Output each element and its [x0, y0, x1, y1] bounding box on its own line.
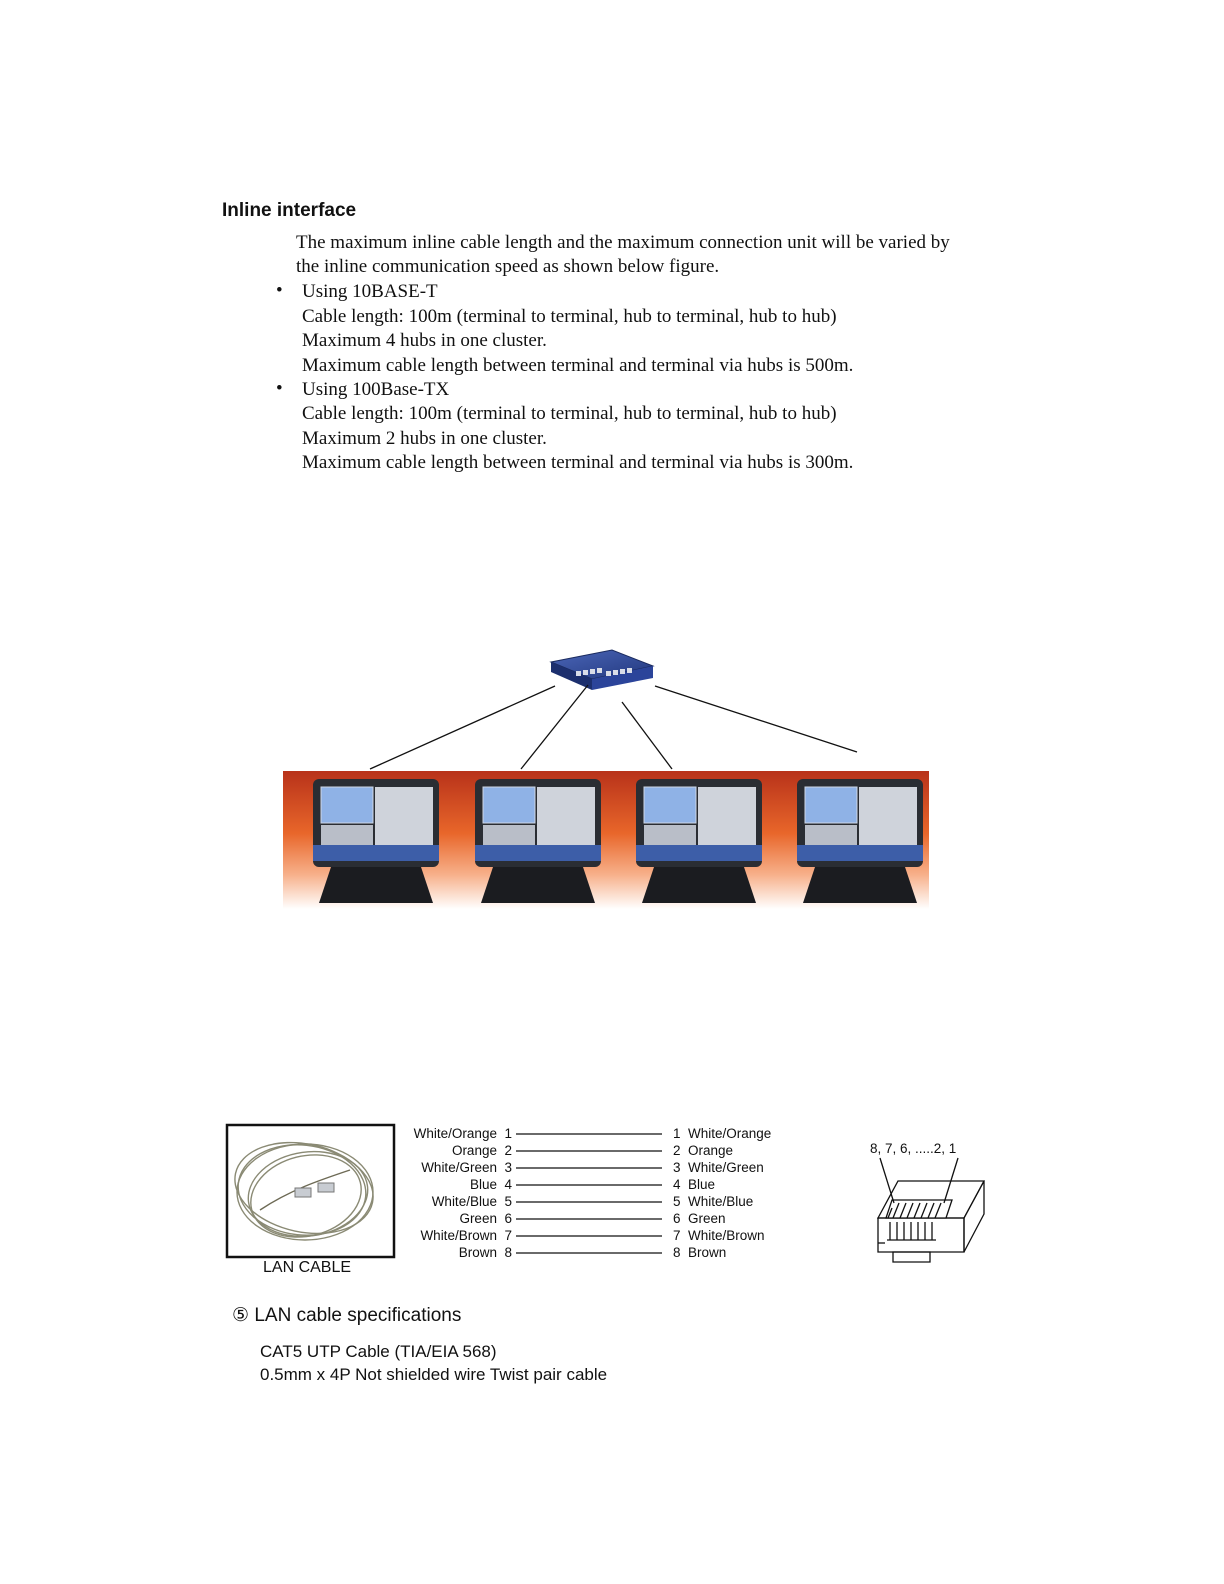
bullet-line: Cable length: 100m (terminal to terminal, hub to terminal, hub to hub): [302, 403, 837, 424]
bullet-title-10base-t: Using 10BASE-T: [302, 281, 438, 302]
right-pin-list: [673, 1125, 813, 1261]
bullet-line: Maximum cable length between terminal and terminal via hubs is 500m.: [302, 355, 854, 376]
pin-row: Orange 2: [451, 1143, 512, 1158]
bullet-line: Maximum 2 hubs in one cluster.: [302, 428, 547, 449]
spec-line: 0.5mm x 4P Not shielded wire Twist pair cable: [260, 1365, 608, 1384]
bullet-marker: •: [276, 280, 283, 301]
hub-icon: [551, 650, 653, 690]
pin-row: 4 Blue: [673, 1177, 716, 1192]
pin-row: 5 White/Blue: [673, 1194, 754, 1209]
pos-terminal-icon: [313, 779, 439, 903]
spec-title: LAN cable specifications: [254, 1305, 462, 1326]
pos-terminal-icon: [797, 779, 923, 903]
pin-row: Blue 4: [469, 1177, 512, 1192]
intro-line-1: The maximum inline cable length and the maximum connection unit will be varied by: [296, 232, 950, 253]
section-heading: Inline interface: [222, 200, 357, 221]
left-pin-list: [380, 1125, 512, 1261]
pin-row: Green 6: [459, 1211, 512, 1226]
rj45-plug-icon: [295, 1188, 311, 1197]
pin-row: White/Brown 7: [420, 1228, 512, 1243]
pin-row: 6 Green: [673, 1211, 726, 1226]
pin-row: 8 Brown: [673, 1245, 727, 1260]
connector-pin-order-label: 8, 7, 6, .....2, 1: [870, 1141, 957, 1156]
rj45-connector-icon: [878, 1158, 984, 1262]
spec-line: CAT5 UTP Cable (TIA/EIA 568): [260, 1342, 497, 1361]
bullet-line: Maximum 4 hubs in one cluster.: [302, 330, 547, 351]
pin-row: 1 White/Orange: [673, 1126, 772, 1141]
spec-marker: ⑤: [232, 1305, 250, 1326]
pin-row: White/Orange 1: [413, 1126, 512, 1141]
pos-terminal-icon: [475, 779, 601, 903]
bullet-marker: •: [276, 378, 283, 399]
pin-row: 7 White/Brown: [673, 1228, 765, 1243]
pin-wires: [516, 1134, 662, 1253]
intro-line-2: the inline communication speed as shown below figure.: [296, 256, 720, 277]
bullet-title-100base-tx: Using 100Base-TX: [302, 379, 450, 400]
bullet-line: Cable length: 100m (terminal to terminal, hub to terminal, hub to hub): [302, 306, 837, 327]
hub-cables: [370, 685, 857, 769]
pin-row: Brown 8: [458, 1245, 512, 1260]
pin-row: White/Blue 5: [431, 1194, 512, 1209]
spec-heading: [232, 1304, 461, 1327]
pin-row: White/Green 3: [421, 1160, 512, 1175]
bullet-line: Maximum cable length between terminal and terminal via hubs is 300m.: [302, 452, 854, 473]
rj45-plug-icon: [318, 1183, 334, 1192]
pin-row: 2 Orange: [673, 1143, 734, 1158]
pos-terminal-icon: [636, 779, 762, 903]
pin-row: 3 White/Green: [673, 1160, 764, 1175]
lan-cable-label: LAN CABLE: [263, 1259, 352, 1276]
